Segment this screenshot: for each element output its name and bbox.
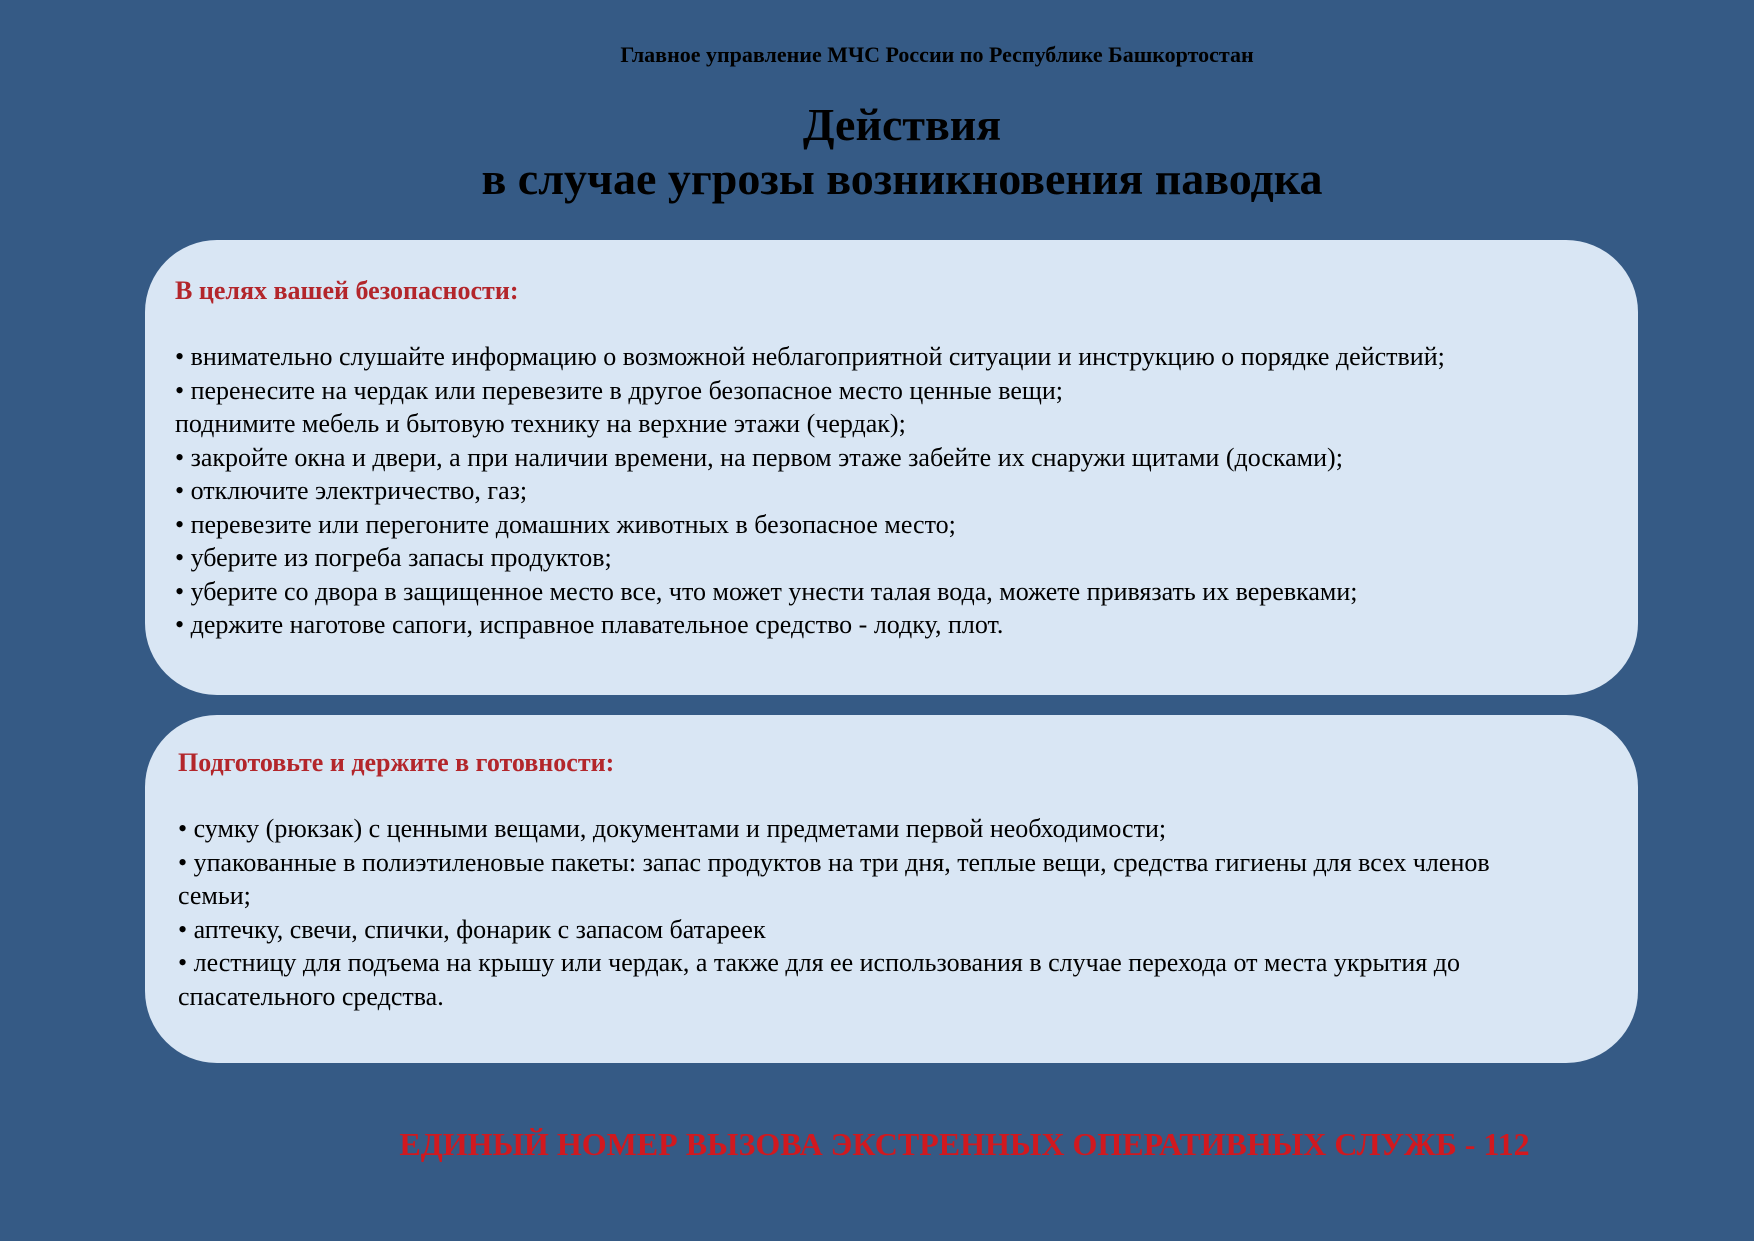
prepare-item: • лестницу для подъема на крышу или чердак, а также для ее использования в случае перехода от места укрытия до (178, 948, 1460, 977)
safety-item: поднимите мебель и бытовую технику на верхние этажи (чердак); (175, 409, 906, 438)
safety-item: • уберите со двора в защищенное место все, что может унести талая вода, можете привязать их веревками; (175, 576, 1358, 606)
title-line-2: в случае угрозы возникновения паводка (481, 153, 1323, 204)
prepare-item: • сумку (рюкзак) с ценными вещами, документами и предметами первой необходимости; (178, 814, 1167, 843)
prepare-item: семьи; (178, 881, 251, 910)
prepare-heading: Подготовьте и держите в готовности: (178, 748, 615, 777)
safety-item: • перенесите на чердак или перевезите в другое безопасное место ценные вещи; (175, 375, 1064, 405)
safety-item: • отключите электричество, газ; (175, 476, 528, 505)
safety-item: • перевезите или перегоните домашних животных в безопасное место; (175, 509, 956, 539)
safety-item: • внимательно слушайте информацию о возможной неблагоприятной ситуации и инструкцию о порядке действий; (175, 342, 1445, 371)
safety-item: • закройте окна и двери, а при наличии времени, на первом этаже забейте их снаружи щитами (досками); (175, 442, 1343, 472)
title-line-1: Действия (802, 99, 1002, 150)
emergency-number: ЕДИНЫЙ НОМЕР ВЫЗОВА ЭКСТРЕННЫХ ОПЕРАТИВНЫХ СЛУЖБ - 112 (399, 1126, 1530, 1162)
page-title (0, 98, 1754, 206)
safety-item: • уберите из погреба запасы продуктов; (175, 543, 612, 572)
safety-panel (145, 240, 1638, 695)
agency-name: Главное управление МЧС России по Республике Башкортостан (620, 42, 1254, 67)
safety-item: • держите наготове сапоги, исправное плавательное средство - лодку, плот. (175, 610, 1004, 639)
safety-heading: В целях вашей безопасности: (175, 276, 519, 305)
prepare-item: • упакованные в полиэтиленовые пакеты: запас продуктов на три дня, теплые вещи, средства гигиены для всех членов (178, 847, 1490, 877)
prepare-item: спасательного средства. (178, 981, 444, 1011)
prepare-item: • аптечку, свечи, спички, фонарик с запасом батареек (178, 914, 766, 944)
prepare-panel (145, 715, 1638, 1063)
